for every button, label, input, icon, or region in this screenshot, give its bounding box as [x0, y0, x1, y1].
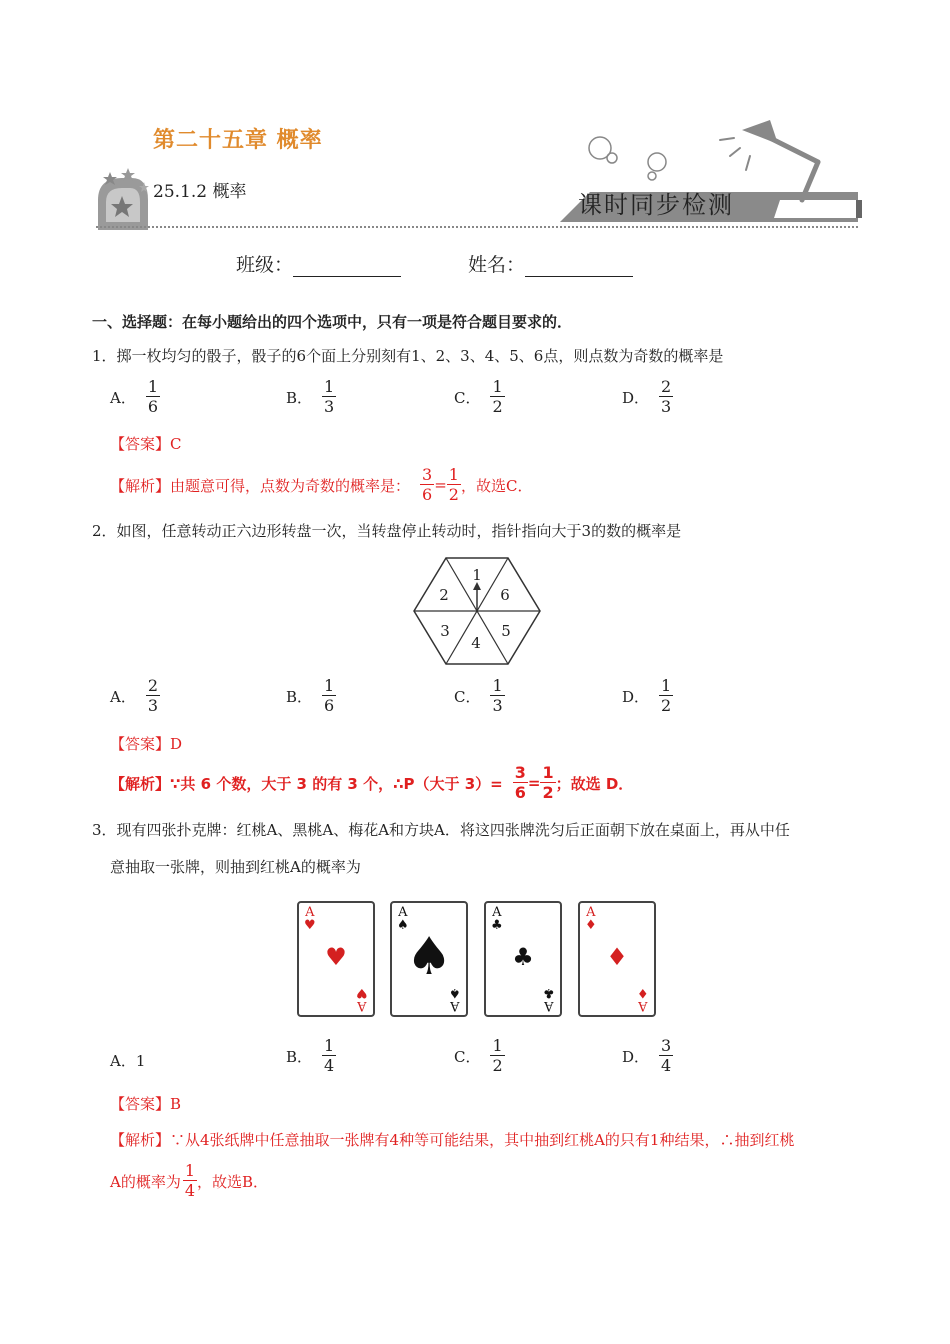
card-corner-top: A ♣	[491, 905, 503, 933]
option-b: B． $\frac{1}{6}$	[286, 676, 335, 715]
card-corner-bottom: A ♣	[543, 985, 555, 1013]
explanation-3-line1: 【解析】∵从4张纸牌中任意抽取一张牌有4种等可能结果，其中抽到红桃A的只有1种结果，∴抽到红桃	[110, 1131, 795, 1149]
card-clubs-ace	[484, 901, 562, 1017]
card-hearts-ace	[297, 901, 375, 1017]
option-d: D． $\frac{1}{2}$	[622, 676, 672, 715]
question-1-text: 1．掷一枚均匀的骰子，骰子的6个面上分别刻有1、2、3、4、5、6点，则点数为奇数的概率是	[92, 347, 724, 365]
class-blank[interactable]	[293, 256, 401, 277]
card-corner-top: A ♠	[397, 905, 409, 933]
card-corner-bottom: A ♥	[356, 985, 368, 1013]
card-corner-bottom: A ♦	[637, 985, 649, 1013]
bubbles-icon	[589, 137, 666, 180]
class-field	[236, 250, 401, 277]
section-heading: 一、选择题：在每小题给出的四个选项中，只有一项是符合题目要求的．	[92, 313, 573, 331]
sector-3-label: 3	[440, 622, 450, 640]
answer-1: 【答案】C	[110, 435, 182, 453]
card-corner-top: A ♦	[585, 905, 597, 933]
question-1-options	[110, 378, 810, 424]
sector-2-label: 2	[439, 586, 449, 604]
option-d: D． $\frac{3}{4}$	[622, 1036, 672, 1075]
sector-1-label: 1	[472, 566, 482, 584]
card-corner-bottom: A ♠	[449, 985, 461, 1013]
brand-title: 课时同步检测	[578, 191, 734, 219]
option-a: A． $\frac{1}{6}$	[110, 377, 159, 416]
option-d: D． $\frac{2}{3}$	[622, 377, 672, 416]
sector-4-label: 4	[471, 634, 481, 652]
option-c: C． $\frac{1}{2}$	[454, 1036, 503, 1075]
question-2-options	[110, 677, 810, 723]
sector-5-label: 5	[501, 622, 511, 640]
hexagon-spinner	[410, 556, 544, 666]
desk-lamp-icon	[720, 120, 818, 200]
star-badge-icon	[98, 168, 149, 230]
heart-icon: ♥	[325, 943, 347, 971]
option-b: B． $\frac{1}{4}$	[286, 1036, 335, 1075]
explanation-1: 【解析】由题意可得，点数为奇数的概率是： $\frac{3}{6}$ = $\frac{1}{2}$ ，故选C．	[110, 465, 533, 504]
option-c: C． $\frac{1}{3}$	[454, 676, 503, 715]
option-b: B． $\frac{1}{3}$	[286, 377, 335, 416]
name-blank[interactable]	[525, 256, 633, 277]
question-3-text-line1: 3．现有四张扑克牌：红桃A、黑桃A、梅花A和方块A．将这四张牌洗匀后正面朝下放在桌面上，再从中任	[92, 821, 790, 839]
option-a: A． $\frac{2}{3}$	[110, 676, 159, 715]
name-label: 姓名：	[468, 254, 526, 276]
spade-icon: ♠	[405, 927, 453, 987]
question-2-text: 2．如图，任意转动正六边形转盘一次，当转盘停止转动时，指针指向大于3的数的概率是	[92, 522, 682, 540]
card-diamonds-ace	[578, 901, 656, 1017]
name-field	[468, 250, 633, 277]
question-3-options	[110, 1037, 810, 1083]
header-divider	[96, 226, 858, 228]
answer-2: 【答案】D	[110, 735, 183, 753]
explanation-2: 【解析】∵共 6 个数，大于 3 的有 3 个，∴P（大于 3）= $\frac{3}{6}$ = $\frac{1}{2}$ ；故选 D．	[110, 763, 634, 802]
card-corner-top: A ♥	[304, 905, 316, 933]
answer-3: 【答案】B	[110, 1095, 182, 1113]
diamond-icon: ♦	[606, 943, 628, 971]
sector-6-label: 6	[500, 586, 510, 604]
option-a: A．1	[110, 1052, 146, 1070]
explanation-3-line2: A的概率为 $\frac{1}{4}$ ，故选B．	[110, 1161, 269, 1200]
chapter-title: 第二十五章 概率	[153, 128, 323, 153]
class-label: 班级：	[236, 254, 294, 276]
card-spades-ace	[390, 901, 468, 1017]
question-3-text-line2: 意抽取一张牌，则抽到红桃A的概率为	[110, 858, 361, 876]
option-c: C． $\frac{1}{2}$	[454, 377, 503, 416]
section-title: 25.1.2 概率	[153, 182, 247, 202]
club-icon: ♣	[512, 943, 534, 971]
